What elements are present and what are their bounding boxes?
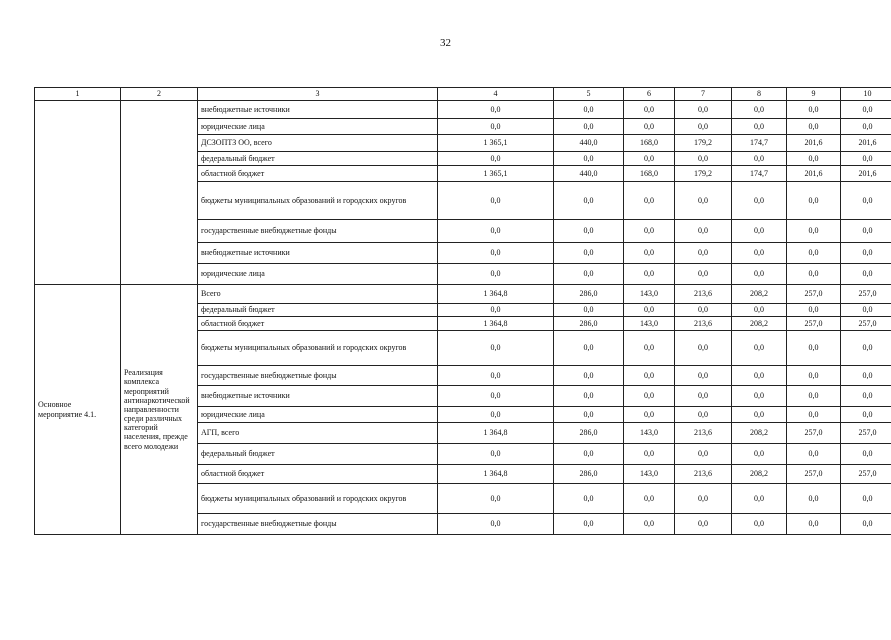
value-cell: 257,0	[787, 285, 841, 304]
value-cell: 257,0	[841, 423, 891, 444]
value-cell: 0,0	[554, 243, 624, 264]
value-cell: 0,0	[554, 386, 624, 407]
value-cell: 168,0	[624, 135, 675, 152]
value-cell: 1 365,1	[438, 166, 554, 182]
value-cell: 0,0	[732, 304, 787, 317]
value-cell: 143,0	[624, 285, 675, 304]
value-cell: 0,0	[675, 386, 732, 407]
value-cell: 0,0	[787, 182, 841, 220]
funding-source: бюджеты муниципальных образований и городских округов	[198, 331, 438, 366]
value-cell: 0,0	[732, 407, 787, 423]
value-cell: 213,6	[675, 285, 732, 304]
value-cell: 0,0	[732, 152, 787, 166]
value-cell: 257,0	[787, 423, 841, 444]
value-cell: 208,2	[732, 285, 787, 304]
value-cell: 0,0	[841, 444, 891, 465]
funding-source: внебюджетные источники	[198, 101, 438, 119]
column-header-row	[35, 88, 891, 101]
value-cell: 0,0	[675, 264, 732, 285]
column-header: 6	[624, 88, 675, 101]
value-cell: 1 364,8	[438, 317, 554, 331]
value-cell: 257,0	[787, 317, 841, 331]
value-cell: 286,0	[554, 423, 624, 444]
value-cell: 213,6	[675, 317, 732, 331]
value-cell: 286,0	[554, 465, 624, 484]
funding-source: бюджеты муниципальных образований и городских округов	[198, 484, 438, 514]
column-header: 10	[841, 88, 891, 101]
column-header: 2	[121, 88, 198, 101]
value-cell: 0,0	[438, 514, 554, 535]
value-cell: 0,0	[675, 182, 732, 220]
value-cell: 179,2	[675, 166, 732, 182]
value-cell: 0,0	[675, 366, 732, 386]
value-cell: 0,0	[787, 264, 841, 285]
column-header: 8	[732, 88, 787, 101]
value-cell: 0,0	[841, 152, 891, 166]
funding-source: государственные внебюджетные фонды	[198, 514, 438, 535]
value-cell: 0,0	[841, 386, 891, 407]
value-cell: 0,0	[554, 514, 624, 535]
value-cell: 0,0	[841, 220, 891, 243]
value-cell: 0,0	[841, 264, 891, 285]
value-cell: 286,0	[554, 285, 624, 304]
value-cell: 0,0	[841, 331, 891, 366]
value-cell: 0,0	[624, 366, 675, 386]
value-cell: 0,0	[554, 444, 624, 465]
value-cell: 201,6	[787, 135, 841, 152]
funding-source: государственные внебюджетные фонды	[198, 220, 438, 243]
description-cell: Реализация комплекса мероприятий антинаркотической направленности среди различных категорий населения, прежде всего молодежи	[121, 285, 198, 535]
value-cell: 0,0	[787, 304, 841, 317]
value-cell: 0,0	[787, 444, 841, 465]
value-cell: 257,0	[841, 317, 891, 331]
funding-table	[34, 87, 891, 535]
value-cell: 1 364,8	[438, 465, 554, 484]
value-cell: 0,0	[787, 331, 841, 366]
value-cell: 0,0	[554, 484, 624, 514]
value-cell: 0,0	[787, 152, 841, 166]
value-cell: 0,0	[732, 119, 787, 135]
value-cell: 0,0	[841, 243, 891, 264]
value-cell: 0,0	[675, 101, 732, 119]
value-cell: 0,0	[624, 152, 675, 166]
value-cell: 0,0	[554, 366, 624, 386]
value-cell: 0,0	[675, 304, 732, 317]
value-cell: 0,0	[841, 182, 891, 220]
value-cell: 0,0	[554, 407, 624, 423]
value-cell: 0,0	[841, 514, 891, 535]
value-cell: 143,0	[624, 317, 675, 331]
value-cell: 0,0	[438, 220, 554, 243]
column-header: 9	[787, 88, 841, 101]
value-cell: 0,0	[787, 119, 841, 135]
funding-source: юридические лица	[198, 264, 438, 285]
value-cell: 0,0	[624, 243, 675, 264]
value-cell: 440,0	[554, 135, 624, 152]
page-number: 32	[440, 37, 451, 49]
column-header: 7	[675, 88, 732, 101]
funding-source: внебюджетные источники	[198, 243, 438, 264]
value-cell: 0,0	[624, 386, 675, 407]
value-cell: 0,0	[841, 304, 891, 317]
table-body	[35, 88, 891, 535]
value-cell: 0,0	[787, 514, 841, 535]
value-cell: 0,0	[438, 243, 554, 264]
value-cell: 0,0	[438, 304, 554, 317]
value-cell: 0,0	[675, 484, 732, 514]
value-cell: 257,0	[841, 285, 891, 304]
value-cell: 0,0	[675, 514, 732, 535]
value-cell: 0,0	[675, 407, 732, 423]
value-cell: 213,6	[675, 423, 732, 444]
funding-source: областной бюджет	[198, 465, 438, 484]
funding-source: государственные внебюджетные фонды	[198, 366, 438, 386]
value-cell: 1 364,8	[438, 285, 554, 304]
value-cell: 0,0	[624, 220, 675, 243]
value-cell: 0,0	[438, 366, 554, 386]
measure-cell: Основное мероприятие 4.1.	[35, 285, 121, 535]
value-cell: 0,0	[732, 243, 787, 264]
funding-source: юридические лица	[198, 407, 438, 423]
value-cell: 0,0	[624, 444, 675, 465]
funding-source: федеральный бюджет	[198, 444, 438, 465]
value-cell: 1 365,1	[438, 135, 554, 152]
value-cell: 0,0	[787, 243, 841, 264]
description-cell	[121, 101, 198, 285]
value-cell: 0,0	[841, 484, 891, 514]
value-cell: 0,0	[787, 484, 841, 514]
value-cell: 0,0	[841, 101, 891, 119]
value-cell: 0,0	[438, 264, 554, 285]
value-cell: 208,2	[732, 423, 787, 444]
value-cell: 174,7	[732, 166, 787, 182]
value-cell: 0,0	[554, 119, 624, 135]
value-cell: 0,0	[624, 514, 675, 535]
value-cell: 0,0	[438, 101, 554, 119]
value-cell: 0,0	[438, 119, 554, 135]
value-cell: 286,0	[554, 317, 624, 331]
value-cell: 0,0	[554, 152, 624, 166]
value-cell: 0,0	[438, 152, 554, 166]
value-cell: 0,0	[624, 331, 675, 366]
value-cell: 0,0	[554, 304, 624, 317]
value-cell: 0,0	[675, 331, 732, 366]
value-cell: 0,0	[732, 182, 787, 220]
value-cell: 0,0	[675, 152, 732, 166]
column-header: 4	[438, 88, 554, 101]
table-row	[35, 285, 891, 304]
value-cell: 213,6	[675, 465, 732, 484]
value-cell: 0,0	[732, 386, 787, 407]
value-cell: 208,2	[732, 317, 787, 331]
value-cell: 0,0	[624, 264, 675, 285]
value-cell: 201,6	[841, 135, 891, 152]
table-row	[35, 101, 891, 119]
value-cell: 0,0	[624, 407, 675, 423]
funding-source: АГП, всего	[198, 423, 438, 444]
funding-source: юридические лица	[198, 119, 438, 135]
value-cell: 440,0	[554, 166, 624, 182]
value-cell: 0,0	[732, 264, 787, 285]
column-header: 5	[554, 88, 624, 101]
funding-source: федеральный бюджет	[198, 304, 438, 317]
value-cell: 0,0	[732, 484, 787, 514]
value-cell: 257,0	[841, 465, 891, 484]
value-cell: 0,0	[554, 182, 624, 220]
value-cell: 0,0	[675, 119, 732, 135]
value-cell: 0,0	[787, 386, 841, 407]
value-cell: 208,2	[732, 465, 787, 484]
funding-source: внебюджетные источники	[198, 386, 438, 407]
column-header: 1	[35, 88, 121, 101]
value-cell: 0,0	[841, 407, 891, 423]
value-cell: 0,0	[624, 119, 675, 135]
value-cell: 143,0	[624, 423, 675, 444]
value-cell: 201,6	[787, 166, 841, 182]
value-cell: 174,7	[732, 135, 787, 152]
value-cell: 0,0	[624, 484, 675, 514]
value-cell: 0,0	[438, 386, 554, 407]
value-cell: 0,0	[554, 331, 624, 366]
value-cell: 0,0	[675, 444, 732, 465]
value-cell: 0,0	[624, 304, 675, 317]
value-cell: 0,0	[732, 220, 787, 243]
funding-source: ДСЗОПТЗ ОО, всего	[198, 135, 438, 152]
value-cell: 0,0	[732, 331, 787, 366]
value-cell: 0,0	[438, 484, 554, 514]
value-cell: 1 364,8	[438, 423, 554, 444]
funding-source: бюджеты муниципальных образований и городских округов	[198, 182, 438, 220]
value-cell: 179,2	[675, 135, 732, 152]
funding-source: областной бюджет	[198, 166, 438, 182]
value-cell: 0,0	[675, 220, 732, 243]
value-cell: 0,0	[554, 101, 624, 119]
value-cell: 0,0	[732, 514, 787, 535]
value-cell: 0,0	[787, 366, 841, 386]
measure-cell	[35, 101, 121, 285]
value-cell: 0,0	[841, 119, 891, 135]
value-cell: 0,0	[438, 182, 554, 220]
value-cell: 0,0	[624, 101, 675, 119]
value-cell: 0,0	[787, 101, 841, 119]
value-cell: 0,0	[554, 264, 624, 285]
funding-source: областной бюджет	[198, 317, 438, 331]
value-cell: 257,0	[787, 465, 841, 484]
funding-source: Всего	[198, 285, 438, 304]
value-cell: 0,0	[732, 444, 787, 465]
value-cell: 0,0	[624, 182, 675, 220]
value-cell: 143,0	[624, 465, 675, 484]
value-cell: 0,0	[841, 366, 891, 386]
value-cell: 0,0	[787, 407, 841, 423]
value-cell: 0,0	[787, 220, 841, 243]
value-cell: 0,0	[732, 101, 787, 119]
funding-source: федеральный бюджет	[198, 152, 438, 166]
value-cell: 168,0	[624, 166, 675, 182]
value-cell: 0,0	[438, 407, 554, 423]
value-cell: 201,6	[841, 166, 891, 182]
value-cell: 0,0	[438, 444, 554, 465]
value-cell: 0,0	[732, 366, 787, 386]
value-cell: 0,0	[438, 331, 554, 366]
column-header: 3	[198, 88, 438, 101]
value-cell: 0,0	[554, 220, 624, 243]
value-cell: 0,0	[675, 243, 732, 264]
